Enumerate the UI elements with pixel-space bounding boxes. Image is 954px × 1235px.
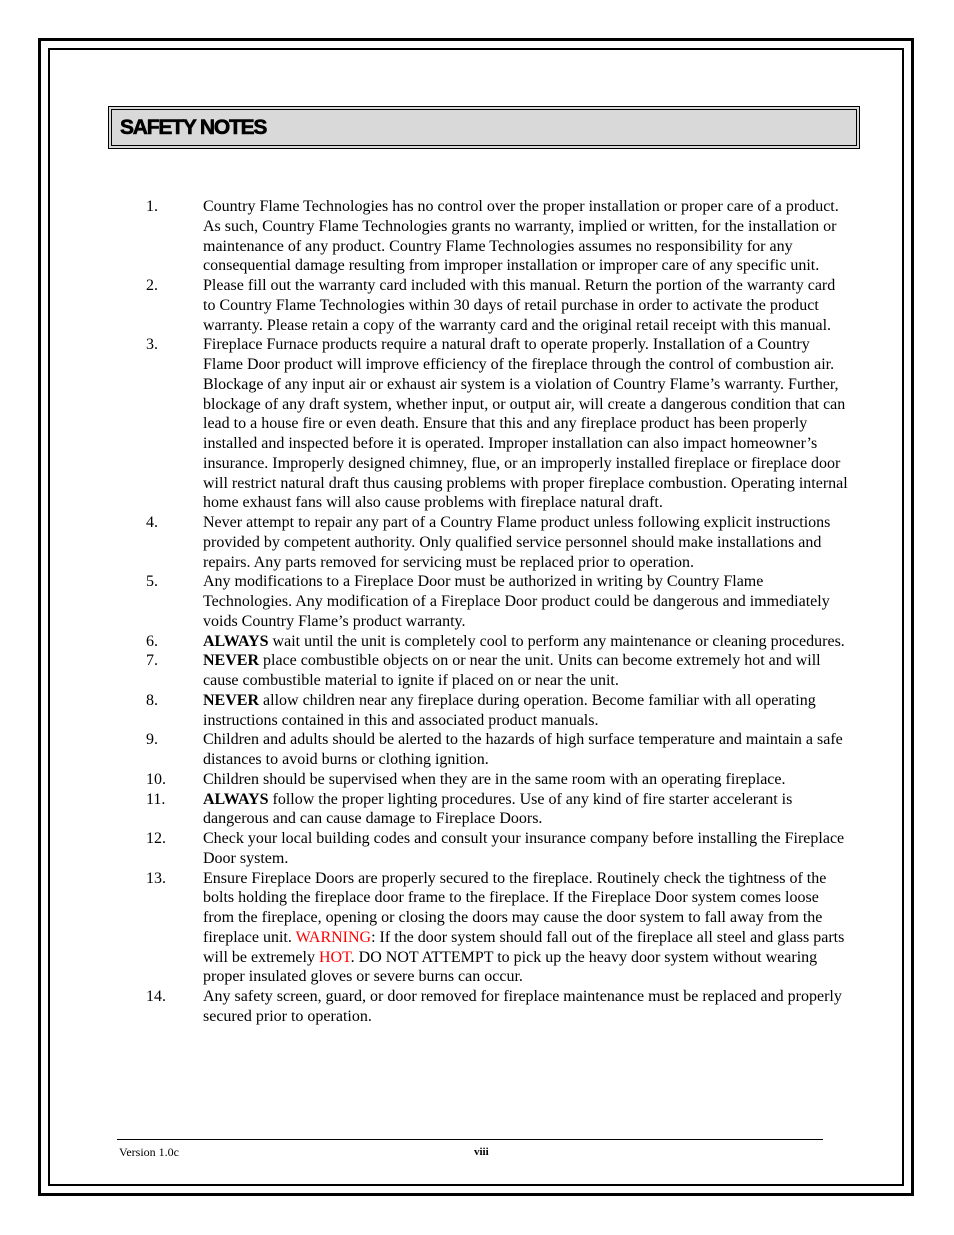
item-number: 14. bbox=[146, 988, 166, 1005]
item-body: . DO NOT ATTEMPT to pick up the heavy door system without wearing proper insulated gloves or severe burns can occur. bbox=[203, 948, 818, 986]
item-number: 6. bbox=[146, 632, 158, 650]
item-text: Please fill out the warranty card included with this manual. Return the portion of the warranty card to Country Flame Technologies within 30 days of retail purchase in order to activate the product warranty. Please retain a copy of the warranty card and the original retail receipt with this manual. bbox=[203, 277, 836, 334]
list-item bbox=[0, 730, 954, 770]
list-item bbox=[0, 869, 954, 988]
item-text: Children and adults should be alerted to the hazards of high surface temperature and maintain a safe distances to avoid burns or clothing ignition. bbox=[203, 731, 843, 768]
item-text: Fireplace Furnace products require a natural draft to operate properly. Installation of a Country Flame Door product will improve efficiency of the fireplace through the control of combustion air. Blockage of any input air or exhaust air system is a violation of Country Flame’s warranty. Further, blockage of any draft system, whether input, or output air, will create a dangerous condition that can lead to a house fire or even death. Ensure that this and any fireplace product has been properly installed and inspected before it is operated. Improper installation can also impact homeowner’s insurance. Improperly designed chimney, flue, or an improperly installed fireplace or fireplace door will restrict natural draft thus causing problems with proper fireplace combustion. Operating internal home exhaust fans will also cause problems with fireplace natural draft. bbox=[203, 336, 848, 512]
list-item bbox=[0, 770, 954, 790]
item-number: 13. bbox=[146, 869, 166, 887]
section-title: SAFETY NOTES bbox=[120, 116, 267, 139]
item-text: Never attempt to repair any part of a Country Flame product unless following explicit instructions provided by competent authority. Only qualified service personnel should make installations and repairs. Any parts removed for servicing must be replaced prior to operation. bbox=[203, 514, 831, 571]
item-number: 10. bbox=[146, 770, 166, 788]
list-item bbox=[0, 651, 954, 691]
item-number: 9. bbox=[146, 731, 158, 749]
item-body: place combustible objects on or near the unit. Units can become extremely hot and will cause combustible material to ignite if placed on or near the unit. bbox=[203, 652, 821, 689]
item-text bbox=[203, 651, 851, 691]
item-number: 3. bbox=[146, 336, 158, 354]
safety-notes-list bbox=[0, 197, 954, 1027]
item-keyword: ALWAYS bbox=[203, 632, 269, 650]
list-item bbox=[0, 790, 954, 830]
list-item bbox=[0, 987, 954, 1027]
item-text bbox=[203, 790, 851, 830]
item-body: Ensure Fireplace Doors are properly secured to the fireplace. Routinely check the tightness of the bolts holding the fireplace door frame to the fireplace. If the Fireplace Door system comes loose from the fireplace, opening or closing the doors may cause the door system to fall away from the fireplace unit. bbox=[203, 869, 827, 946]
item-body: allow children near any fireplace during operation. Become familiar with all operating instructions contained in this and associated product manuals. bbox=[203, 691, 816, 729]
hot-label: HOT bbox=[318, 948, 351, 966]
footer-version: Version 1.0c bbox=[119, 1145, 179, 1159]
list-item bbox=[0, 829, 954, 869]
item-text bbox=[203, 869, 851, 988]
item-keyword: NEVER bbox=[203, 691, 260, 709]
item-number: 7. bbox=[146, 652, 158, 670]
item-text bbox=[203, 632, 851, 652]
list-item bbox=[0, 572, 954, 631]
item-text: Any modifications to a Fireplace Door must be authorized in writing by Country Flame Technologies. Any modification of a Fireplace Door product could be dangerous and immediately voids Country Flame’s product warranty. bbox=[203, 573, 830, 630]
item-body: follow the proper lighting procedures. Use of any kind of fire starter accelerant is dangerous and can cause damage to Fireplace Doors. bbox=[203, 790, 793, 828]
item-number: 8. bbox=[146, 691, 158, 709]
item-text: Children should be supervised when they are in the same room with an operating fireplace. bbox=[203, 770, 786, 788]
list-item bbox=[0, 513, 954, 572]
item-text bbox=[203, 691, 851, 731]
item-text: Any safety screen, guard, or door removed for fireplace maintenance must be replaced and properly secured prior to operation. bbox=[203, 988, 842, 1025]
footer-divider bbox=[117, 1139, 823, 1140]
item-body: wait until the unit is completely cool to perform any maintenance or cleaning procedures. bbox=[268, 632, 845, 650]
item-number: 12. bbox=[146, 830, 166, 847]
list-item bbox=[0, 276, 954, 335]
item-body: : If the door system should fall out of the fireplace all steel and glass parts will be extremely bbox=[203, 928, 845, 966]
list-item bbox=[0, 632, 954, 652]
page-number: viii bbox=[474, 1146, 489, 1158]
list-item bbox=[0, 197, 954, 276]
list-item bbox=[0, 691, 954, 731]
item-number: 11. bbox=[146, 790, 166, 808]
item-number: 5. bbox=[146, 573, 158, 591]
item-keyword: ALWAYS bbox=[203, 790, 269, 808]
item-keyword: NEVER bbox=[203, 652, 260, 670]
list-item bbox=[0, 335, 954, 513]
item-text: Check your local building codes and consult your insurance company before installing the Fireplace Door system. bbox=[203, 830, 845, 867]
item-number: 2. bbox=[146, 277, 158, 294]
warning-label: WARNING bbox=[295, 928, 372, 946]
item-number: 1. bbox=[146, 198, 158, 215]
item-number: 4. bbox=[146, 514, 158, 531]
item-text: Country Flame Technologies has no control over the proper installation or proper care of a product. As such, Country Flame Technologies grants no warranty, implied or written, for the installation or maintenance of any product. Country Flame Technologies assumes no responsibility for any consequential damage resulting from improper installation or improper care of any specific unit. bbox=[203, 198, 839, 275]
section-title-box bbox=[108, 106, 860, 149]
